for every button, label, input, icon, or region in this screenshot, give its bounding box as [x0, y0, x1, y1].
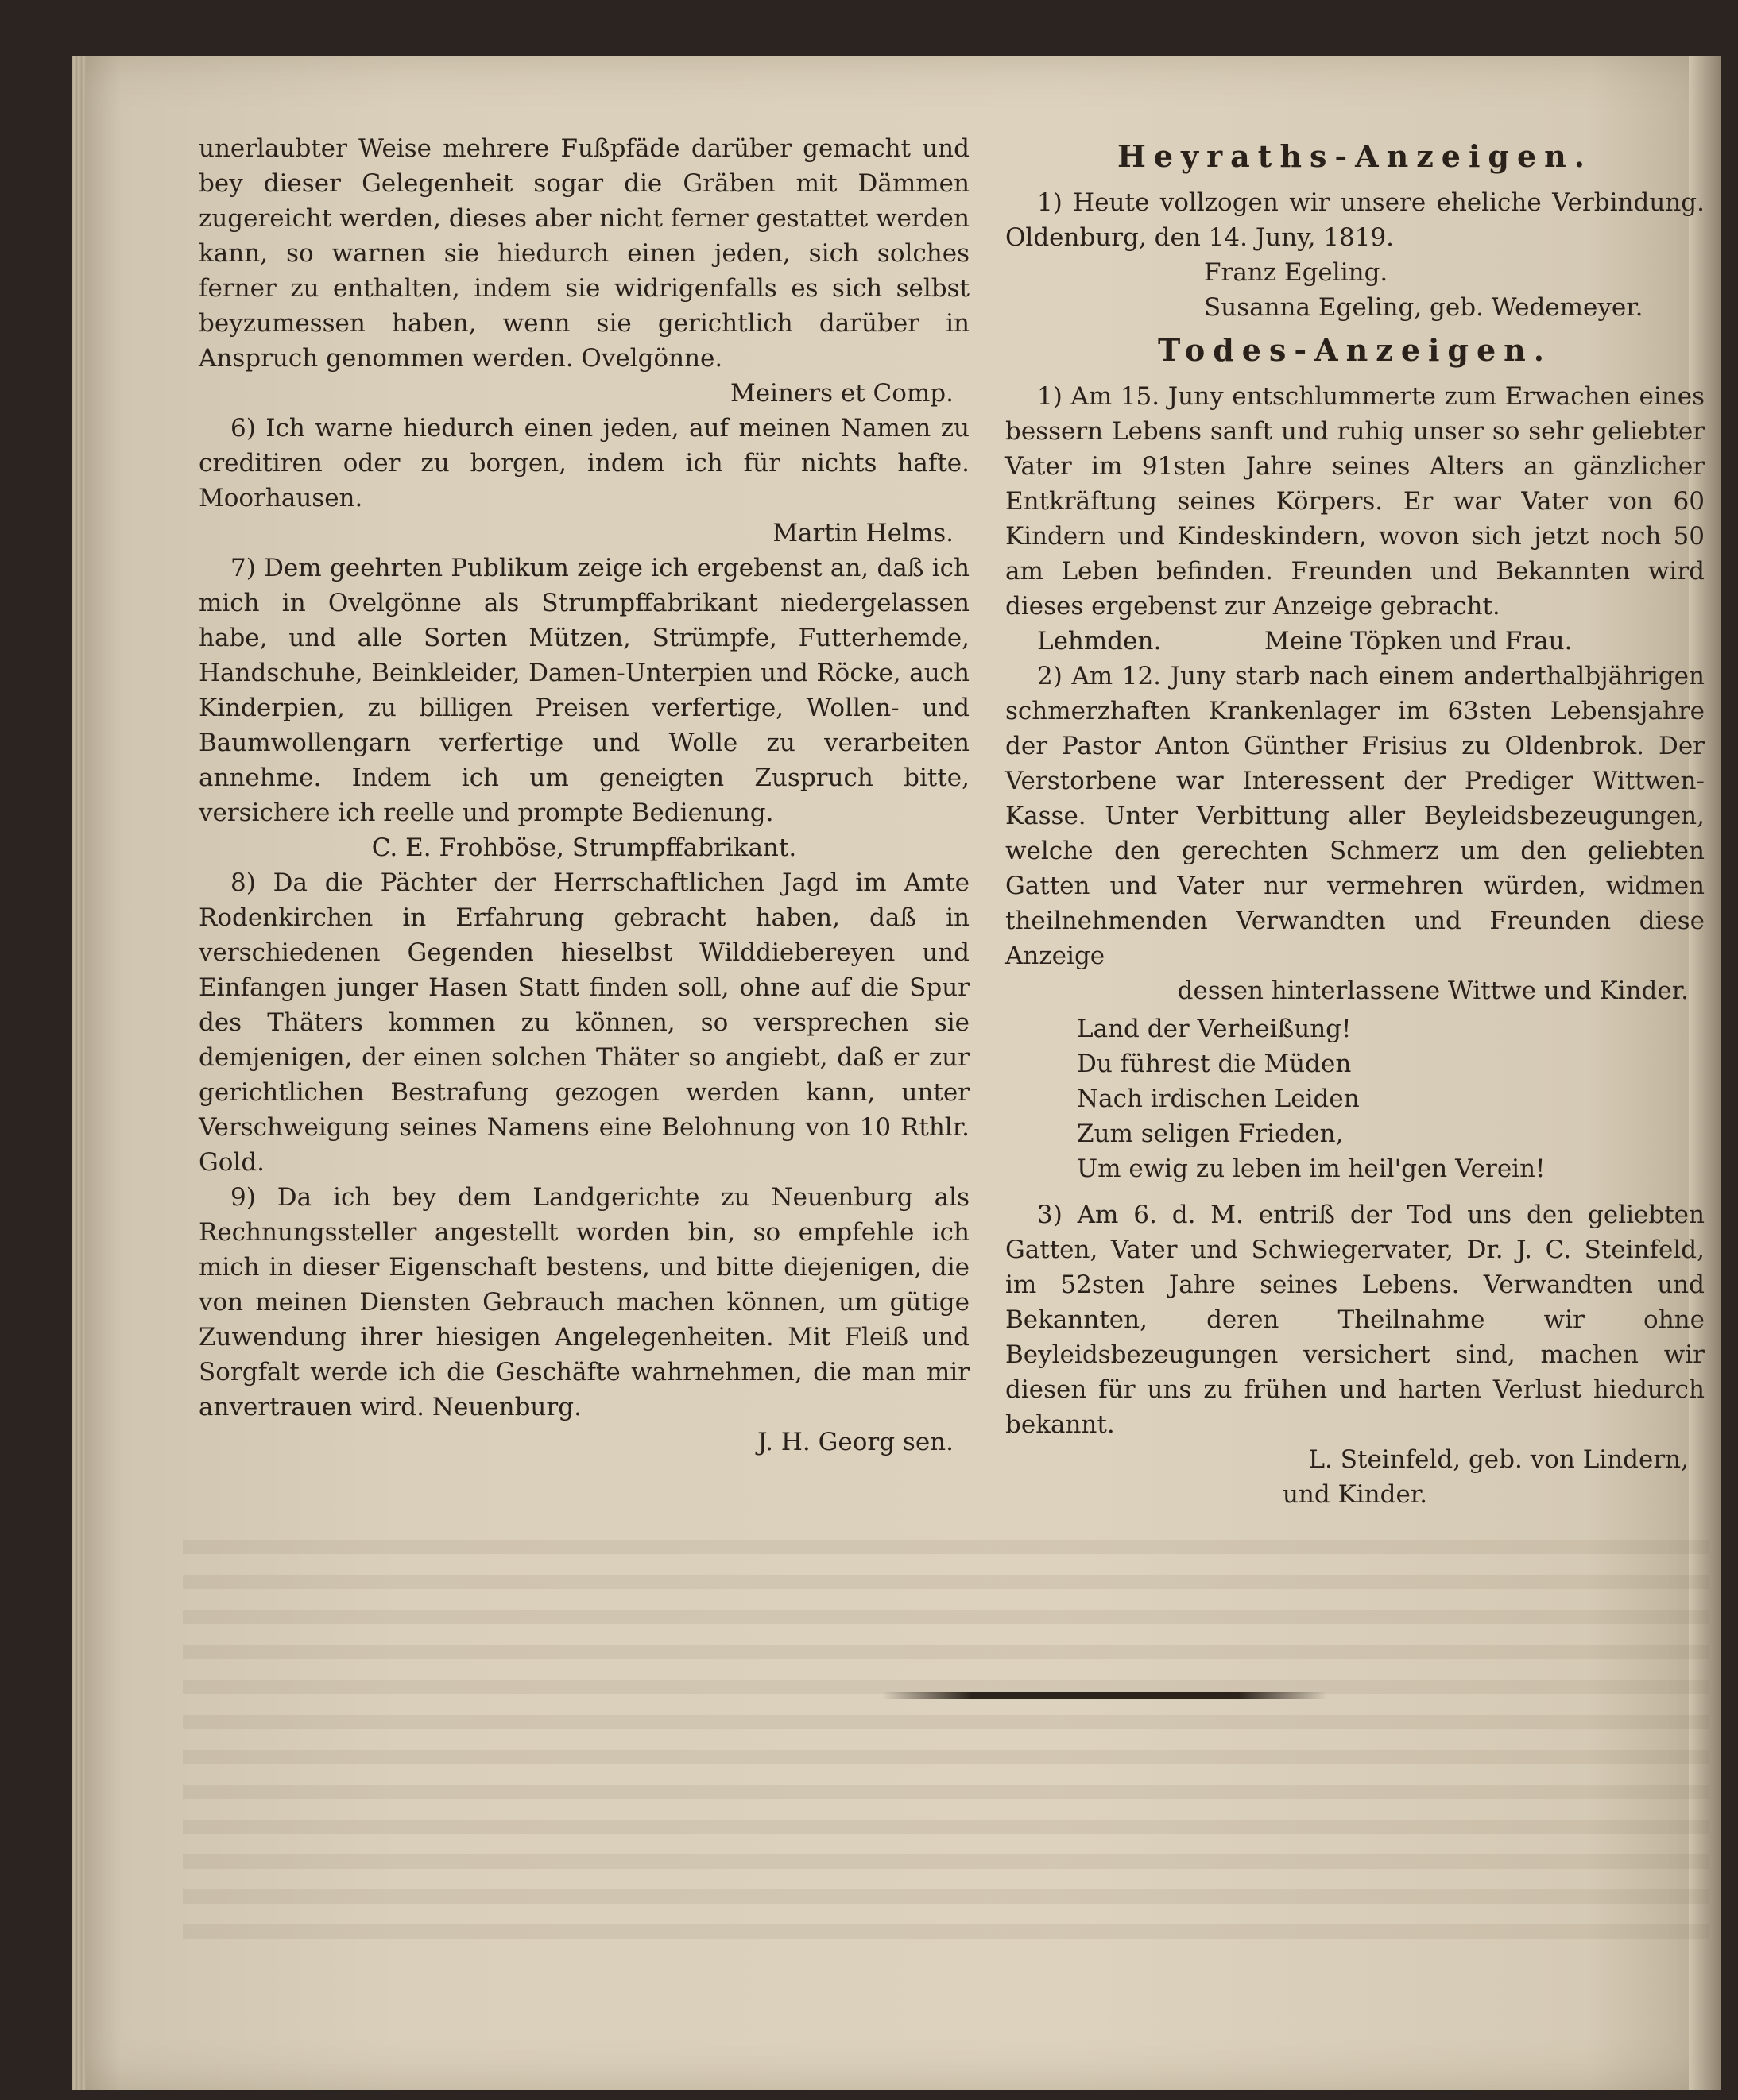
death-1-signature-line — [1005, 624, 1705, 659]
notice-7-text: 7) Dem geehrten Publikum zeige ich ergebenst an, daß ich mich in Ovelgönne als Strumpffabrikant niedergelassen habe, und alle Sorten Mützen, Strümpfe, Futterhemde, Handschuhe, Beinkleider, Damen-Unterpien und Röcke, auch Kinderpien, zu billigen Preisen verfertige, Wollen- und Baumwollengarn verfertige und Wolle zu verarbeiten annehme. Indem ich um geneigten Zuspruch bitte, versichere ich reelle und prompte Bedienung. — [199, 554, 970, 827]
notice-6-text: 6) Ich warne hiedurch einen jeden, auf meinen Namen zu creditiren oder zu borgen, indem ich für nichts hafte. Moorhausen. — [199, 414, 970, 512]
death-1-signature: Meine Töpken und Frau. — [1264, 627, 1573, 656]
death-3-signature: L. Steinfeld, geb. von Lindern, — [1308, 1445, 1689, 1474]
poem-line: Zum seligen Frieden, — [1077, 1120, 1344, 1148]
death-3-text: 3) Am 6. d. M. entriß der Tod uns den geliebten Gatten, Vater und Schwiegervater, Dr. J. C. Steinfeld, im 52sten Jahre seines Lebens. Verwandten und Bekannten, deren Theilnahme wir ohne Beyleidsbezeugungen versichert sind, machen wir diesen für uns zu frühen und harten Verlust hiedurch bekannt. — [1005, 1201, 1705, 1439]
notice-8-text: 8) Da die Pächter der Herrschaftlichen Jagd im Amte Rodenkirchen in Erfahrung gebracht haben, daß in verschiedenen Gegenden hieselbst Wilddiebereyen und Einfangen junger Hasen Statt finden soll, ohne auf die Spur des Thäters kommen zu können, so versprechen sie demjenigen, der einen solchen Thäter so angiebt, daß er zur gerichtlichen Bestrafung gezogen werden kann, unter Verschweigung seines Namens eine Belohnung von 10 Rthlr. Gold. — [199, 868, 970, 1177]
death-2-text: 2) Am 12. Juny starb nach einem anderthalbjährigen schmerzhaften Krankenlager im 63sten Lebensjahre der Pastor Anton Günther Frisius zu Oldenbrok. Der Verstorbene war Interessent der Prediger Wittwen-Kasse. Unter Verbittung aller Beyleidsbezeugungen, welche den gerechten Schmerz um den geliebten Gatten und Vater nur vermehren würden, widmen theilnehmenden Verwandten und Freunden diese Anzeige — [1005, 662, 1705, 970]
poem-line: Du führest die Müden — [1077, 1050, 1352, 1078]
marriage-announcements-heading: Heyraths-Anzeigen. — [1117, 138, 1593, 174]
notice-7-signature: C. E. Frohböse, Strumpffabrikant. — [371, 833, 797, 862]
show-through-text — [183, 1526, 1709, 1939]
section-divider-rule — [882, 1692, 1327, 1699]
marriage-1-name-2: Susanna Egeling, geb. Wedemeyer. — [1204, 293, 1643, 322]
left-column — [199, 131, 970, 1460]
notice-5-text: unerlaubter Weise mehrere Fußpfäde darüber gemacht und bey dieser Gelegenheit sogar die Gräben mit Dämmen zugereicht werden, dieses aber nicht ferner gestattet werden kann, so warnen sie hiedurch einen jeden, sich solches ferner zu enthalten, indem sie widrigenfalls es sich selbst beyzumessen haben, wenn sie gerichtlich darüber in Anspruch genommen werden. Ovelgönne. — [199, 134, 970, 373]
poem-line: Um ewig zu leben im heil'gen Verein! — [1077, 1154, 1546, 1183]
right-column — [1005, 131, 1705, 1512]
notice-9-text: 9) Da ich bey dem Landgerichte zu Neuenburg als Rechnungssteller angestellt worden bin, so empfehle ich mich in dieser Eigenschaft bestens, und bitte diejenigen, die von meinen Diensten Gebrauch machen können, um gütige Zuwendung ihrer hiesigen Angelegenheiten. Mit Fleiß und Sorgfalt werde ich die Geschäfte wahrnehmen, die man mir anvertrauen wird. Neuenburg. — [199, 1183, 970, 1421]
death-1-place: Lehmden. — [1037, 627, 1162, 656]
death-announcements-heading: Todes-Anzeigen. — [1157, 332, 1553, 368]
marriage-1-text: 1) Heute vollzogen wir unsere eheliche Verbindung. Oldenburg, den 14. Juny, 1819. — [1005, 188, 1705, 252]
poem — [1077, 1011, 1705, 1186]
page-edge — [72, 56, 86, 2090]
marriage-1-name-1: Franz Egeling. — [1204, 258, 1388, 287]
notice-6-signature: Martin Helms. — [772, 519, 954, 547]
death-2-signature: dessen hinterlassene Wittwe und Kinder. — [1177, 977, 1689, 1005]
notice-5-signature: Meiners et Comp. — [730, 379, 954, 408]
notice-9-signature: J. H. Georg sen. — [757, 1428, 954, 1456]
newspaper-page — [72, 56, 1721, 2090]
death-1-text: 1) Am 15. Juny entschlummerte zum Erwachen eines bessern Lebens sanft und ruhig unser so sehr geliebter Vater im 91sten Jahre seines Alters an gänzlicher Entkräftung seines Körpers. Er war Vater von 60 Kindern und Kindeskindern, wovon sich jetzt noch 50 am Leben befinden. Freunden und Bekannten wird dieses ergebenst zur Anzeige gebracht. — [1005, 382, 1705, 621]
poem-line: Nach irdischen Leiden — [1077, 1085, 1360, 1113]
death-3-signature-2: und Kinder. — [1282, 1480, 1428, 1509]
poem-line: Land der Verheißung! — [1077, 1015, 1352, 1043]
